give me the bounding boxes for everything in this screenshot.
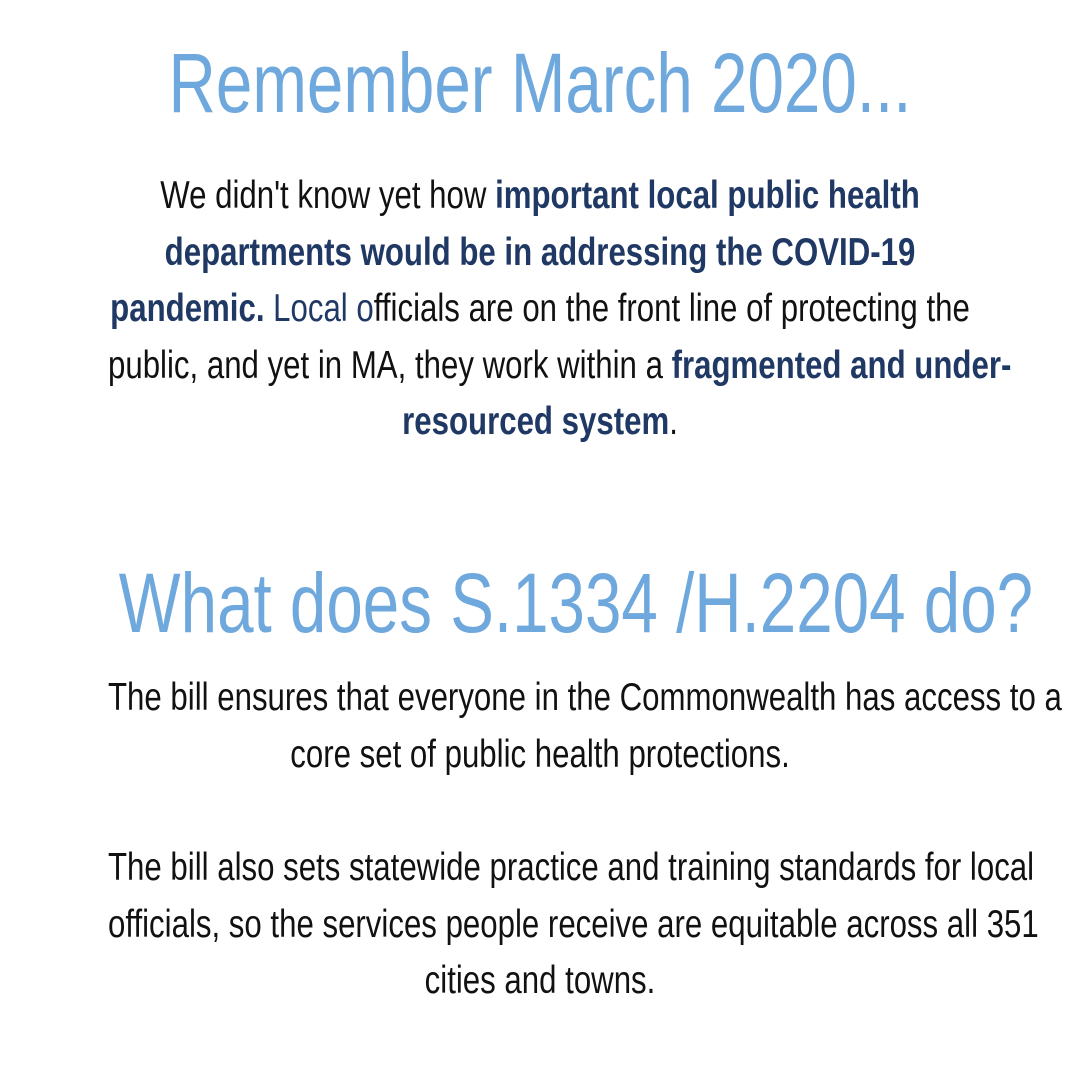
bill-standards-line-1: The bill also sets statewide practice and training standards for local — [108, 846, 1035, 889]
bill-access-paragraph — [108, 670, 1062, 783]
intro-line-1 — [108, 168, 972, 225]
bill-standards-line-3: cities and towns. — [424, 959, 656, 1002]
intro-line-4-emphasis: fragmented and under- — [671, 343, 1012, 387]
intro-line-5-period: . — [669, 400, 678, 443]
bill-access-line-1: The bill ensures that everyone in the Commonwealth has access to a — [108, 676, 1062, 719]
intro-line-4 — [108, 338, 1012, 395]
bill-question-heading: What does S.1334 /H.2204 do? — [118, 556, 1034, 650]
remember-march-heading: Remember March 2020... — [168, 36, 912, 130]
intro-paragraph — [108, 168, 1012, 451]
intro-line-3 — [108, 281, 972, 338]
intro-line-2 — [108, 225, 972, 282]
intro-line-5 — [108, 394, 972, 451]
intro-line-5-emphasis: resourced system — [402, 400, 670, 443]
intro-line-3-emphasis: pandemic. — [110, 287, 265, 330]
bill-standards-line-2: officials, so the services people receive are equitable across all 351 — [108, 902, 1039, 946]
intro-line-2-emphasis: departments would be in addressing the COVID-19 — [164, 230, 916, 274]
intro-line-3-accent: Local o — [264, 287, 374, 330]
bill-standards-paragraph — [108, 840, 1039, 1010]
intro-line-4-text: public, and yet in MA, they work within a — [108, 343, 672, 387]
intro-line-1-text: We didn't know yet how — [160, 174, 496, 217]
intro-line-1-emphasis: important local public health — [495, 174, 920, 217]
intro-line-3-text: fficials are on the front line of protecting the — [373, 287, 970, 330]
bill-access-line-2: core set of public health protections. — [290, 732, 790, 776]
